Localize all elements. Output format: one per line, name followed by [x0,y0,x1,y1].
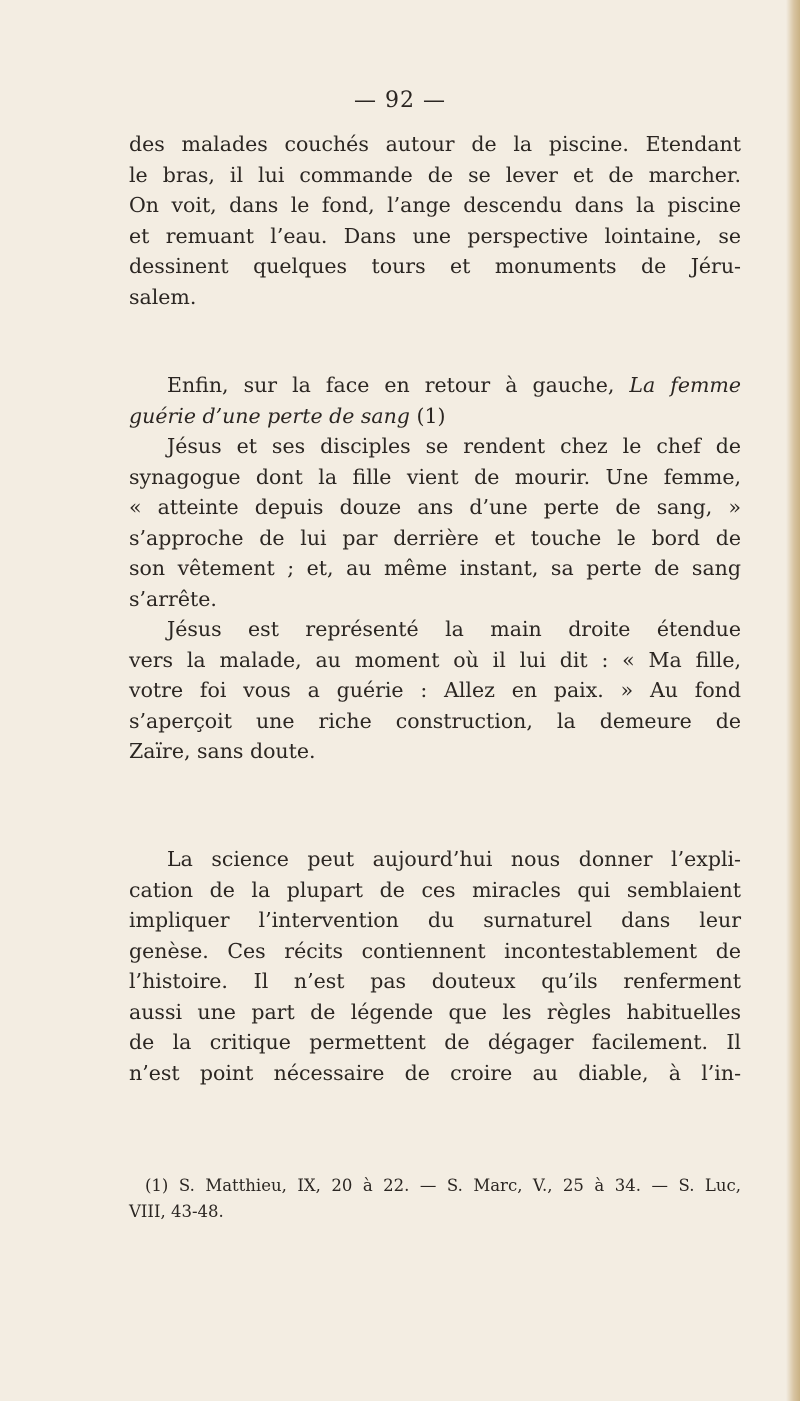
footnote-line: (1) S. Matthieu, IX, 20 à 22. — S. Marc, V., 25 à 34. — S. Luc, [145,1176,741,1195]
footnote-line: VIII, 43-48. [129,1202,224,1221]
text-line: salem. [129,284,197,309]
text-line: Jésus est représenté la main droite étendue [167,617,741,641]
paper-edge [786,0,800,1401]
text-line: s’arrête. [129,586,217,611]
text-line: vers la malade, au moment où il lui dit : « Ma fille, [129,647,741,672]
text-line: votre foi vous a guérie : Allez en paix. » Au fond [129,678,741,702]
text-line: Zaïre, sans doute. [129,739,316,763]
paragraph-1 [129,129,741,312]
text-line: dessinent quelques tours et monuments de Jéru- [129,254,741,278]
text-line: On voit, dans le fond, l’ange descendu dans la piscine [129,193,741,217]
heading-title-italic: guérie d’une perte de sang [129,403,410,428]
text-line: n’est point nécessaire de croire au diable, à l’in- [129,1060,741,1085]
text-line: aussi une part de légende que les règles habituelles [129,999,741,1024]
paragraph-3 [129,844,741,1088]
footnote [129,1173,741,1225]
text-line: et remuant l’eau. Dans une perspective lointaine, se [129,223,741,248]
page-number: — 92 — [354,88,446,113]
text-line: La science peut aujourd’hui nous donner l’expli- [167,847,741,871]
text-line: son vêtement ; et, au même instant, sa perte de sang [129,556,741,580]
text-line: de la critique permettent de dégager facilement. Il [129,1030,741,1054]
footnote-reference: (1) [409,403,446,428]
text-line: des malades couchés autour de la piscine. Etendant [129,132,741,156]
text-line: s’approche de lui par derrière et touche le bord de [129,525,741,550]
heading-lead-text: Enfin, sur la face en retour à gauche, [167,373,630,397]
text-line: Jésus et ses disciples se rendent chez le chef de [167,434,741,458]
heading-title-italic: La femme [629,373,741,397]
text-line: impliquer l’intervention du surnaturel dans leur [129,908,741,932]
text-line: le bras, il lui commande de se lever et de marcher. [129,162,741,187]
section-heading-line [129,370,741,401]
text-line: genèse. Ces récits contiennent incontestablement de [129,938,741,963]
text-line: cation de la plupart de ces miracles qui semblaient [129,877,741,902]
text-line: l’histoire. Il n’est pas douteux qu’ils renferment [129,969,741,993]
text-line: s’aperçoit une riche construction, la demeure de [129,708,741,733]
text-line: « atteinte depuis douze ans d’une perte de sang, » [129,495,741,519]
text-line: synagogue dont la fille vient de mourir. Une femme, [129,464,741,489]
paragraph-2 [129,370,741,767]
section-heading-line [129,401,741,432]
